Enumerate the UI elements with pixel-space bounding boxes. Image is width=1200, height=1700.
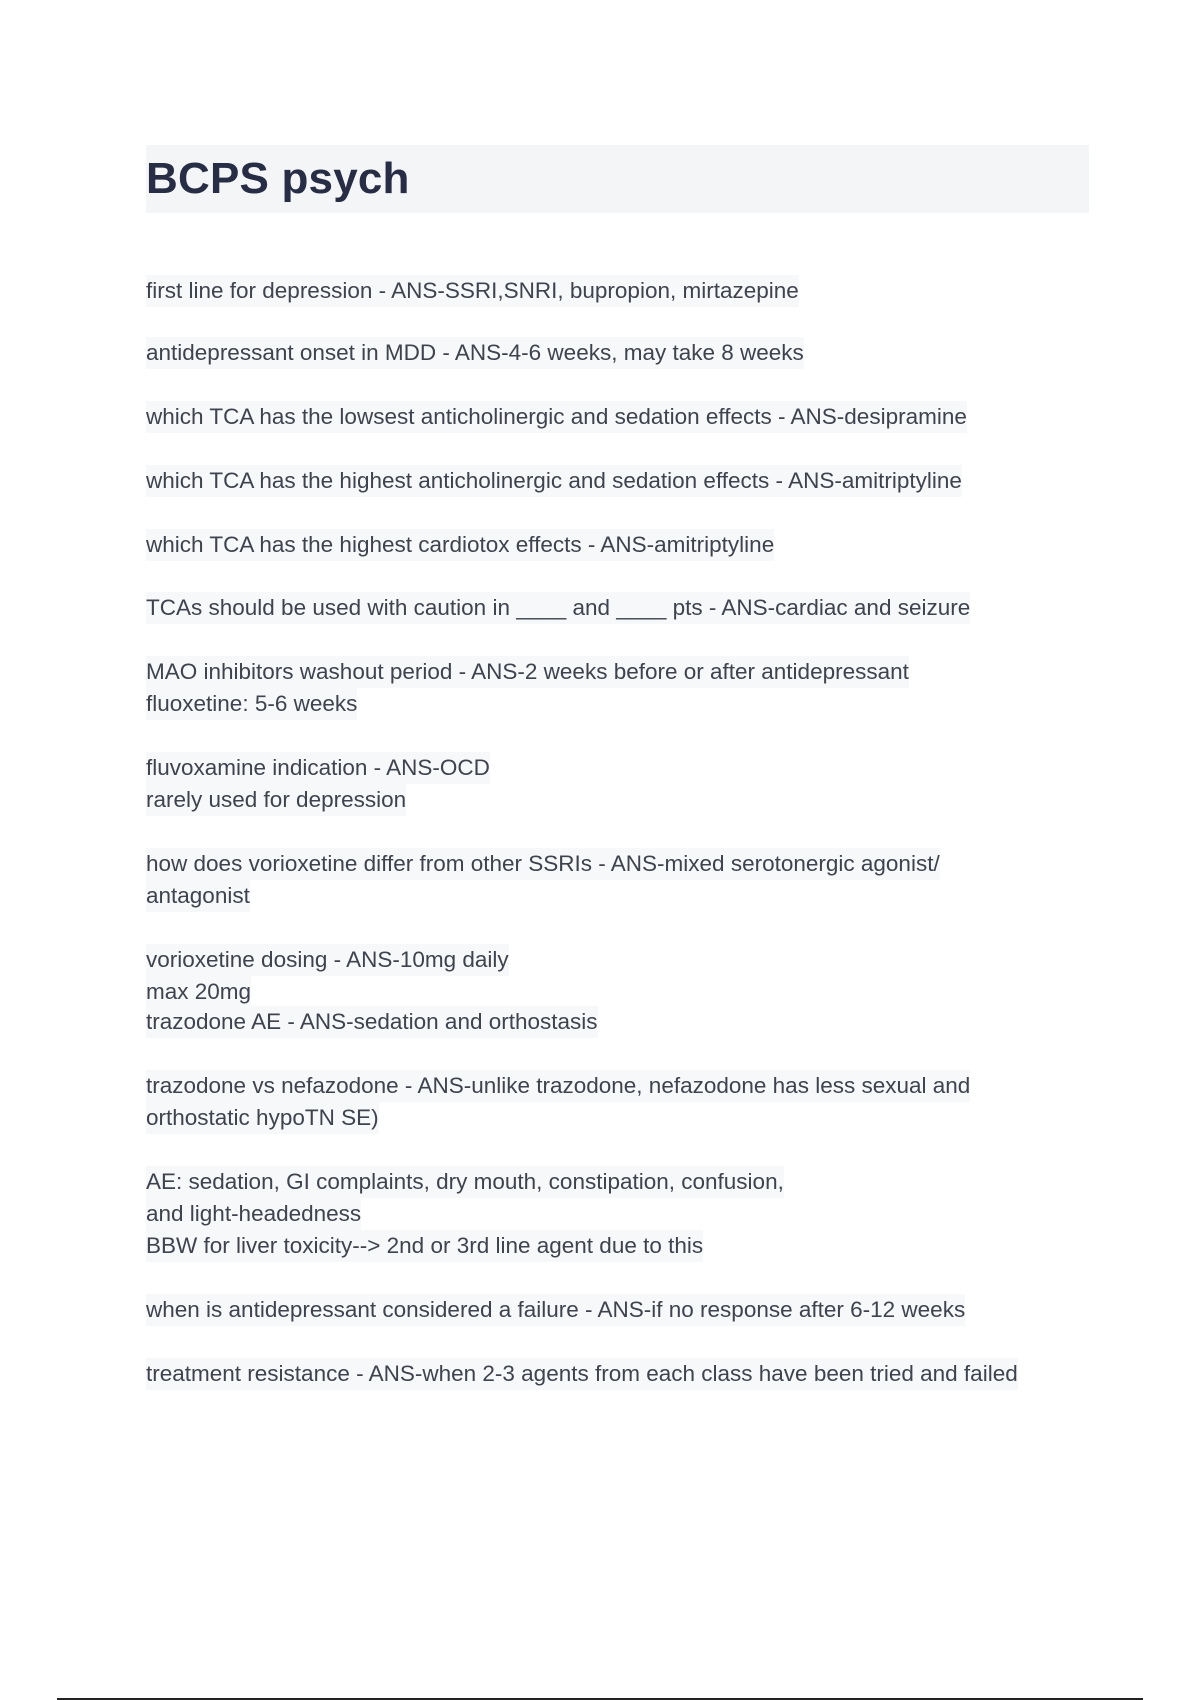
qa-line: which TCA has the highest anticholinergic and sedation effects - ANS-amitriptyline	[146, 465, 962, 497]
qa-line: trazodone vs nefazodone - ANS-unlike trazodone, nefazodone has less sexual and	[146, 1070, 970, 1102]
qa-line: when is antidepressant considered a failure - ANS-if no response after 6-12 weeks	[146, 1294, 965, 1326]
qa-line: treatment resistance - ANS-when 2-3 agents from each class have been tried and failed	[146, 1358, 1018, 1390]
qa-item	[146, 848, 940, 912]
qa-item	[146, 529, 774, 561]
qa-line: AE: sedation, GI complaints, dry mouth, constipation, confusion,	[146, 1166, 784, 1198]
qa-line: antagonist	[146, 880, 250, 912]
qa-line: max 20mg	[146, 976, 251, 1008]
qa-line: MAO inhibitors washout period - ANS-2 weeks before or after antidepressant	[146, 656, 909, 688]
qa-item	[146, 1006, 598, 1038]
qa-item	[146, 1166, 784, 1262]
qa-line: TCAs should be used with caution in ____ and ____ pts - ANS-cardiac and seizure	[146, 592, 970, 624]
qa-item	[146, 592, 970, 624]
qa-line: vorioxetine dosing - ANS-10mg daily	[146, 944, 509, 976]
qa-line: trazodone AE - ANS-sedation and orthostasis	[146, 1006, 598, 1038]
qa-line: which TCA has the highest cardiotox effects - ANS-amitriptyline	[146, 529, 774, 561]
qa-item	[146, 1294, 965, 1326]
qa-line: fluvoxamine indication - ANS-OCD	[146, 752, 490, 784]
qa-item	[146, 944, 509, 1008]
qa-line: and light-headedness	[146, 1198, 361, 1230]
qa-line: first line for depression - ANS-SSRI,SNRI, bupropion, mirtazepine	[146, 275, 799, 307]
qa-item	[146, 337, 804, 369]
qa-line: antidepressant onset in MDD - ANS-4-6 weeks, may take 8 weeks	[146, 337, 804, 369]
qa-item	[146, 752, 490, 816]
title-bar	[146, 145, 1089, 213]
qa-line: how does vorioxetine differ from other SSRIs - ANS-mixed serotonergic agonist/	[146, 848, 940, 880]
qa-item	[146, 1358, 1018, 1390]
qa-line: fluoxetine: 5-6 weeks	[146, 688, 357, 720]
qa-item	[146, 465, 962, 497]
qa-item	[146, 401, 967, 433]
document-title: BCPS psych	[146, 154, 410, 203]
qa-item	[146, 656, 909, 720]
qa-line: rarely used for depression	[146, 784, 406, 816]
qa-item	[146, 275, 799, 307]
qa-line: orthostatic hypoTN SE)	[146, 1102, 379, 1134]
qa-line: BBW for liver toxicity--> 2nd or 3rd line agent due to this	[146, 1230, 703, 1262]
qa-line: which TCA has the lowsest anticholinergic and sedation effects - ANS-desipramine	[146, 401, 967, 433]
qa-item	[146, 1070, 970, 1134]
